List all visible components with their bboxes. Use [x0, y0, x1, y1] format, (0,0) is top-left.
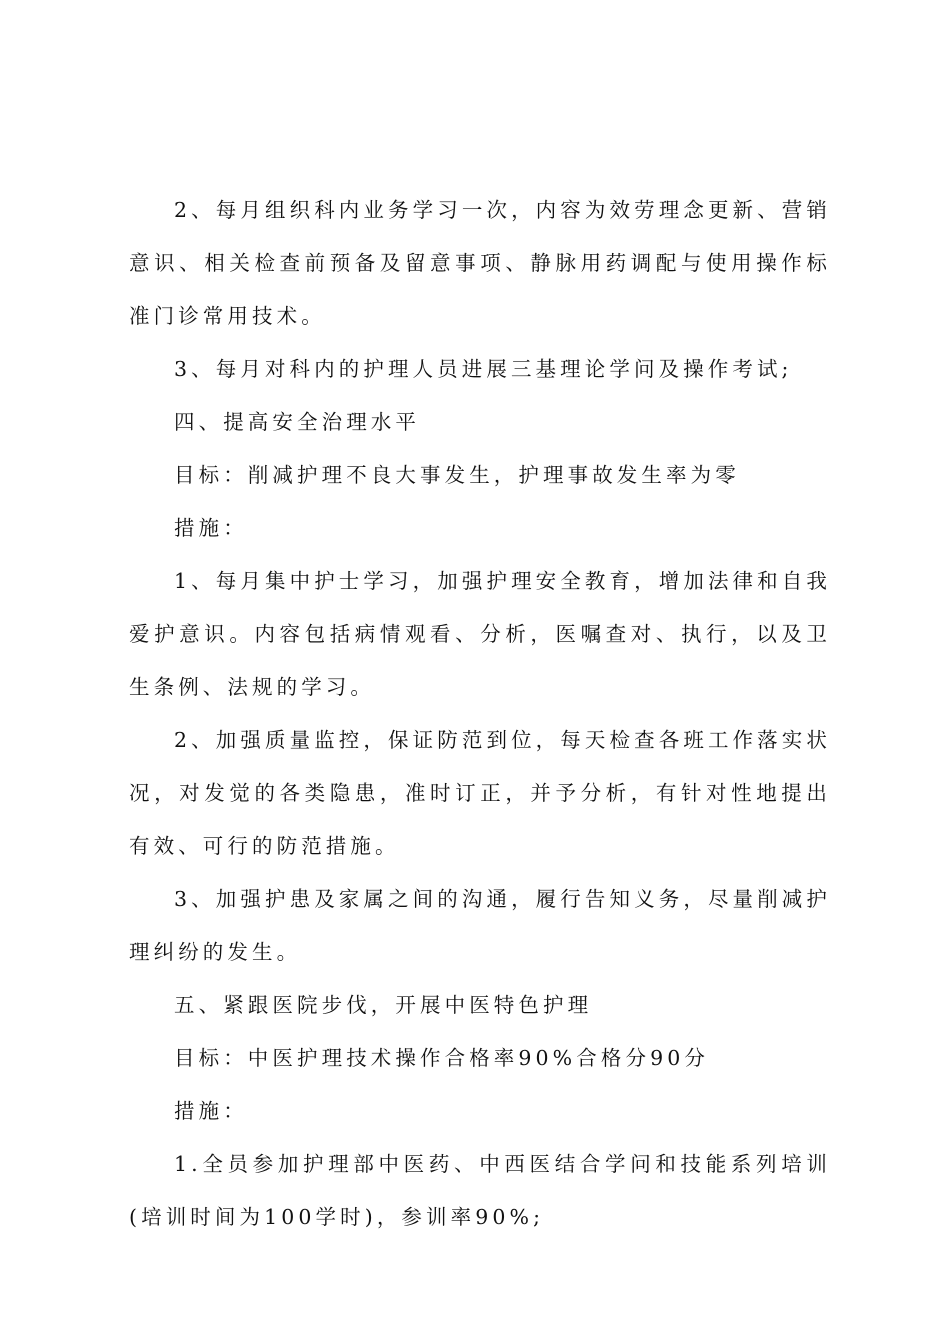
- paragraph-tcm-training: 1.全员参加护理部中医药、中西医结合学问和技能系列培训(培训时间为100学时)，参训率90%;: [129, 1152, 831, 1229]
- paragraph-communication: 3、加强护患及家属之间的沟通，履行告知义务，尽量削减护理纠纷的发生。: [129, 887, 831, 964]
- paragraph-measures-label-2: 措施：: [174, 1099, 248, 1123]
- paragraph-monthly-exam: 3、每月对科内的护理人员进展三基理论学问及操作考试;: [174, 357, 793, 381]
- document-body: [129, 184, 831, 1244]
- paragraph-tcm-goal: 目标：中医护理技术操作合格率90%合格分90分: [174, 1046, 709, 1070]
- paragraph-quality-monitoring: 2、加强质量监控，保证防范到位，每天检查各班工作落实状况，对发觉的各类隐患，准时订正，并予分析，有针对性地提出有效、可行的防范措施。: [129, 728, 831, 858]
- paragraph-measures-label: 措施：: [174, 516, 248, 540]
- paragraph-safety-goal: 目标：削减护理不良大事发生，护理事故发生率为零: [174, 463, 740, 487]
- section-heading-safety: 四、提高安全治理水平: [174, 410, 420, 434]
- paragraph-monthly-study: 2、每月组织科内业务学习一次，内容为效劳理念更新、营销意识、相关检查前预备及留意事项、静脉用药调配与使用操作标准门诊常用技术。: [129, 198, 831, 328]
- paragraph-safety-education: 1、每月集中护士学习，加强护理安全教育，增加法律和自我爱护意识。内容包括病情观看、分析，医嘱查对、执行，以及卫生条例、法规的学习。: [129, 569, 831, 699]
- section-heading-tcm-nursing: 五、紧跟医院步伐，开展中医特色护理: [174, 993, 593, 1017]
